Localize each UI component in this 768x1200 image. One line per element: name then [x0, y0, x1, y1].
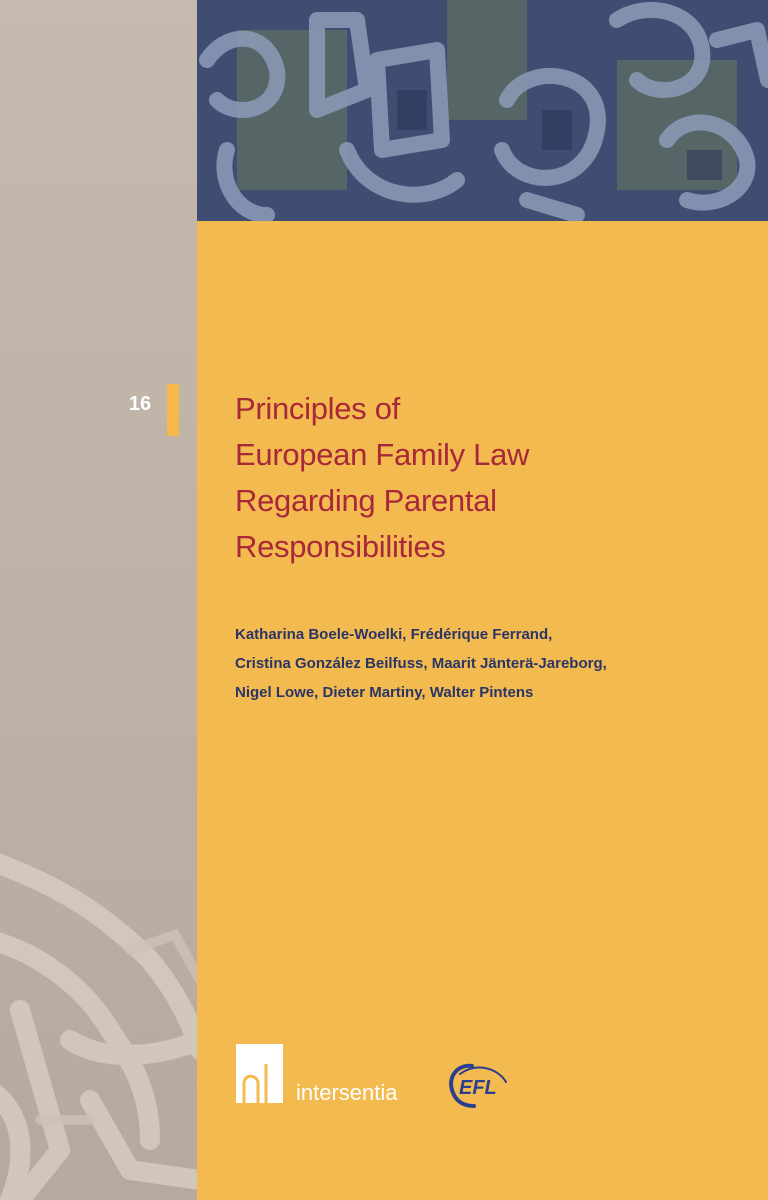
series-number: 16 — [128, 393, 152, 415]
book-title-line: European Family Law — [235, 437, 530, 472]
book-title — [235, 386, 735, 570]
intersentia-logo — [236, 1044, 436, 1104]
cefl-logo-text: EFL — [459, 1077, 497, 1099]
left-band — [0, 0, 197, 1200]
book-title-line: Responsibilities — [235, 529, 446, 564]
intersentia-logo-icon — [236, 1044, 296, 1104]
cefl-logo — [446, 1062, 512, 1108]
author-list — [235, 620, 755, 707]
book-title-line: Regarding Parental — [235, 483, 497, 518]
series-accent-bar — [167, 384, 179, 436]
top-artwork — [197, 0, 768, 221]
abstract-artwork — [197, 0, 768, 221]
author-line: Katharina Boele-Woelki, Frédérique Ferrand, — [235, 626, 553, 643]
author-line: Cristina González Beilfuss, Maarit Jänterä-Jareborg, — [235, 655, 607, 672]
author-line: Nigel Lowe, Dieter Martiny, Walter Pintens — [235, 684, 534, 701]
publisher-name: intersentia — [296, 1080, 398, 1105]
book-title-line: Principles of — [235, 391, 400, 426]
left-band-artwork — [0, 0, 197, 1200]
